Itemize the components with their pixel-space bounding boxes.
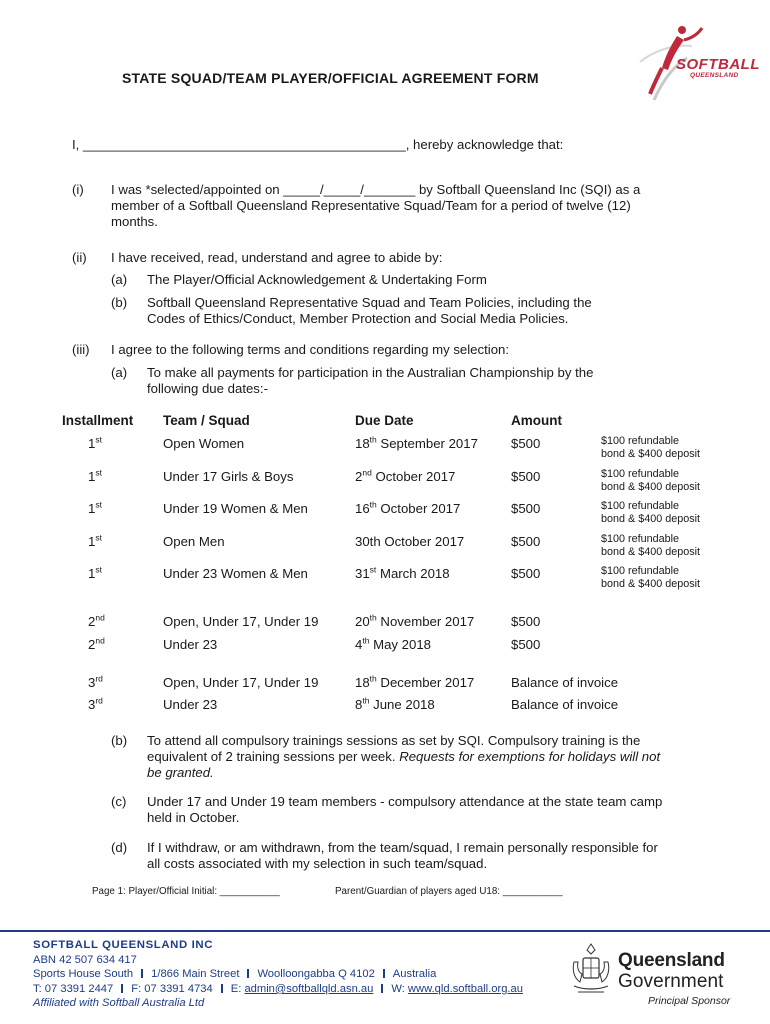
due-date-day: 4 (355, 637, 363, 652)
section-iii-b-line (147, 749, 660, 765)
section-iii-b-line-part: equivalent of 2 training sessions per week. (147, 749, 400, 764)
section-iii-b-number: (b) (111, 733, 128, 748)
deposit-note-line: $100 refundable (601, 533, 680, 545)
section-iii-text: I agree to the following terms and conditions regarding my selection: (111, 342, 510, 357)
section-iii-a-number: (a) (111, 365, 128, 380)
section-iii-c-text (147, 794, 662, 826)
separator (383, 969, 385, 978)
due-date-day: 18 (355, 436, 370, 451)
section-iii-d-text (147, 840, 658, 872)
team-cell: Under 17 Girls & Boys (163, 469, 294, 484)
due-date-suffix: th (369, 673, 377, 684)
section-iii-d-number: (d) (111, 840, 128, 855)
installment-number: 2 (88, 637, 96, 652)
installment-suffix: nd (95, 612, 105, 623)
fax-number: F: 07 3391 4734 (131, 983, 213, 995)
deposit-note-line: $100 refundable (601, 435, 680, 447)
separator (121, 984, 123, 993)
due-date-cell (355, 675, 474, 690)
amount-cell: $500 (511, 469, 541, 484)
table-header-installment: Installment (62, 413, 134, 428)
section-ii-b-line: Codes of Ethics/Conduct, Member Protection and Social Media Policies. (147, 311, 569, 326)
due-date-rest: March 2018 (376, 566, 450, 581)
installment-cell (88, 566, 102, 581)
amount-cell: Balance of invoice (511, 697, 619, 712)
installment-suffix: rd (95, 673, 103, 684)
separator (221, 984, 223, 993)
deposit-note (601, 565, 700, 591)
section-iii-number: (iii) (72, 342, 90, 357)
due-date-rest: November 2017 (376, 614, 475, 629)
team-cell: Under 23 Women & Men (163, 566, 308, 581)
amount-cell: $500 (511, 637, 541, 652)
deposit-note-line: $100 refundable (601, 468, 680, 480)
due-date-cell (355, 566, 450, 581)
installment-suffix: st (95, 499, 102, 510)
team-cell: Under 23 (163, 637, 218, 652)
installment-number: 3 (88, 697, 96, 712)
section-ii-text: I have received, read, understand and agree to abide by: (111, 250, 443, 265)
section-ii-a-text: The Player/Official Acknowledgement & Undertaking Form (147, 272, 487, 287)
email-link[interactable]: admin@softballqld.asn.au (244, 983, 374, 995)
due-date-day: 16 (355, 501, 370, 516)
section-ii-b-line: Softball Queensland Representative Squad and Team Policies, including the (147, 295, 592, 310)
deposit-note (601, 500, 700, 526)
section-iii-d-line: If I withdraw, or am withdrawn, from the team/squad, I remain personally responsible for (147, 840, 658, 855)
parent-initial-field[interactable]: Parent/Guardian of players aged U18: ___________ (335, 886, 563, 897)
logo-word-queensland: QUEENSLAND (690, 72, 739, 79)
team-cell: Open Women (163, 436, 245, 451)
separator (247, 969, 249, 978)
intro-line: I, ____________________________________________, hereby acknowledge that: (72, 137, 564, 152)
section-i-text (111, 182, 640, 230)
section-ii-a-number: (a) (111, 272, 128, 287)
due-date-cell (355, 534, 464, 549)
table-header-due-date: Due Date (355, 413, 414, 428)
installment-suffix: rd (95, 695, 103, 706)
installment-number: 2 (88, 614, 96, 629)
installment-cell (88, 436, 102, 451)
email-label: E: (230, 983, 245, 995)
footer-contact (33, 983, 523, 995)
installment-number: 1 (88, 566, 96, 581)
section-i-line: I was *selected/appointed on _____/_____/_______ by Softball Queensland Inc (SQI) as a (111, 182, 641, 197)
installment-suffix: st (95, 564, 102, 575)
address-part: Australia (392, 968, 437, 980)
logo-word-softball: SOFTBALL (676, 56, 760, 73)
amount-cell: $500 (511, 566, 541, 581)
section-ii-b-number: (b) (111, 295, 128, 310)
web-label: W: (391, 983, 408, 995)
installment-cell (88, 501, 102, 516)
gov-name-queensland: Queensland (618, 950, 725, 971)
amount-cell: $500 (511, 614, 541, 629)
address-part: Sports House South (33, 968, 134, 980)
due-date-day: 18 (355, 675, 370, 690)
installment-cell (88, 637, 105, 652)
due-date-cell (355, 637, 431, 652)
queensland-coat-of-arms (568, 940, 614, 998)
section-iii-c-number: (c) (111, 794, 127, 809)
footer-abn: ABN 42 507 634 417 (33, 954, 137, 966)
principal-sponsor-label: Principal Sponsor (648, 995, 731, 1007)
installment-number: 1 (88, 501, 96, 516)
amount-cell: $500 (511, 436, 541, 451)
section-iii-c-line: Under 17 and Under 19 team members - compulsory attendance at the state team camp (147, 794, 663, 809)
section-iii-a-text (147, 365, 593, 397)
separator (381, 984, 383, 993)
deposit-note-line: $100 refundable (601, 500, 680, 512)
team-cell: Open Men (163, 534, 225, 549)
page-title: STATE SQUAD/TEAM PLAYER/OFFICIAL AGREEMENT FORM (122, 70, 539, 86)
due-date-day: 20 (355, 614, 370, 629)
due-date-rest: May 2018 (369, 637, 432, 652)
due-date-suffix: nd (362, 467, 372, 478)
due-date-rest: September 2017 (376, 436, 478, 451)
amount-cell: $500 (511, 501, 541, 516)
due-date-cell (355, 697, 435, 712)
installment-number: 1 (88, 469, 96, 484)
gov-name-government: Government (618, 971, 724, 992)
table-header-team: Team / Squad (163, 413, 250, 428)
footer-org-name: SOFTBALL QUEENSLAND INC (33, 939, 214, 951)
due-date-suffix: th (369, 499, 377, 510)
due-date-rest: June 2018 (369, 697, 435, 712)
footer-affiliation: Affiliated with Softball Australia Ltd (33, 997, 205, 1009)
section-iii-b-line: To attend all compulsory trainings sessions as set by SQI. Compulsory training is the (147, 733, 641, 748)
due-date-day: 30th October 2017 (355, 534, 465, 549)
due-date-cell (355, 469, 455, 484)
section-ii-number: (ii) (72, 250, 87, 265)
due-date-rest: October 2017 (371, 469, 456, 484)
deposit-note-line: bond & $400 deposit (601, 481, 701, 493)
section-i-line: months. (111, 214, 158, 229)
table-header-amount: Amount (511, 413, 562, 428)
due-date-suffix: th (369, 612, 377, 623)
amount-cell: $500 (511, 534, 541, 549)
installment-suffix: st (95, 434, 102, 445)
deposit-note-line: bond & $400 deposit (601, 578, 701, 590)
footer-address (33, 968, 436, 980)
installment-suffix: nd (95, 635, 105, 646)
team-cell: Under 19 Women & Men (163, 501, 308, 516)
deposit-note (601, 435, 700, 461)
installment-cell (88, 614, 105, 629)
due-date-cell (355, 436, 478, 451)
deposit-note-line: $100 refundable (601, 565, 680, 577)
section-iii-d-line: all costs associated with my selection in such team/squad. (147, 856, 488, 871)
deposit-note (601, 533, 700, 559)
section-i-number: (i) (72, 182, 84, 197)
due-date-cell (355, 614, 474, 629)
amount-cell: Balance of invoice (511, 675, 619, 690)
deposit-note-line: bond & $400 deposit (601, 546, 701, 558)
due-date-suffix: th (369, 434, 377, 445)
installment-suffix: st (95, 532, 102, 543)
address-part: 1/866 Main Street (151, 968, 240, 980)
section-iii-a-line: following due dates:- (147, 381, 268, 396)
due-date-day: 2 (355, 469, 363, 484)
coat-of-arms-icon (568, 940, 614, 998)
due-date-suffix: st (369, 564, 377, 575)
installment-cell (88, 675, 103, 690)
due-date-suffix: th (362, 695, 370, 706)
installment-cell (88, 534, 102, 549)
due-date-cell (355, 501, 460, 516)
installment-number: 3 (88, 675, 96, 690)
footer-divider (0, 930, 770, 932)
team-cell: Open, Under 17, Under 19 (163, 614, 319, 629)
player-initial-field[interactable]: Page 1: Player/Official Initial: ___________ (92, 886, 280, 897)
installment-cell (88, 469, 102, 484)
section-iii-a-line: To make all payments for participation in the Australian Championship by the (147, 365, 594, 380)
due-date-rest: December 2017 (376, 675, 475, 690)
due-date-rest: October 2017 (376, 501, 461, 516)
address-part: Woolloongabba Q 4102 (257, 968, 375, 980)
softball-queensland-logo (632, 22, 760, 104)
deposit-note-line: bond & $400 deposit (601, 513, 701, 525)
exemption-note: Requests for exemptions for holidays will not (399, 749, 661, 764)
installment-cell (88, 697, 103, 712)
phone-number: T: 07 3391 2447 (33, 983, 114, 995)
installment-number: 1 (88, 436, 96, 451)
due-date-day: 31 (355, 566, 370, 581)
section-iii-c-line: held in October. (147, 810, 240, 825)
team-cell: Under 23 (163, 697, 218, 712)
due-date-suffix: th (362, 635, 370, 646)
section-iii-b-text (147, 733, 660, 781)
website-link[interactable]: www.qld.softball.org.au (407, 983, 523, 995)
section-ii-b-text (147, 295, 592, 327)
installment-suffix: st (95, 467, 102, 478)
exemption-note-end: be granted. (147, 765, 214, 780)
due-date-day: 8 (355, 697, 363, 712)
deposit-note-line: bond & $400 deposit (601, 448, 701, 460)
team-cell: Open, Under 17, Under 19 (163, 675, 319, 690)
separator (141, 969, 143, 978)
section-i-line: member of a Softball Queensland Representative Squad/Team for a period of twelve (12) (111, 198, 631, 213)
deposit-note (601, 468, 700, 494)
installment-number: 1 (88, 534, 96, 549)
